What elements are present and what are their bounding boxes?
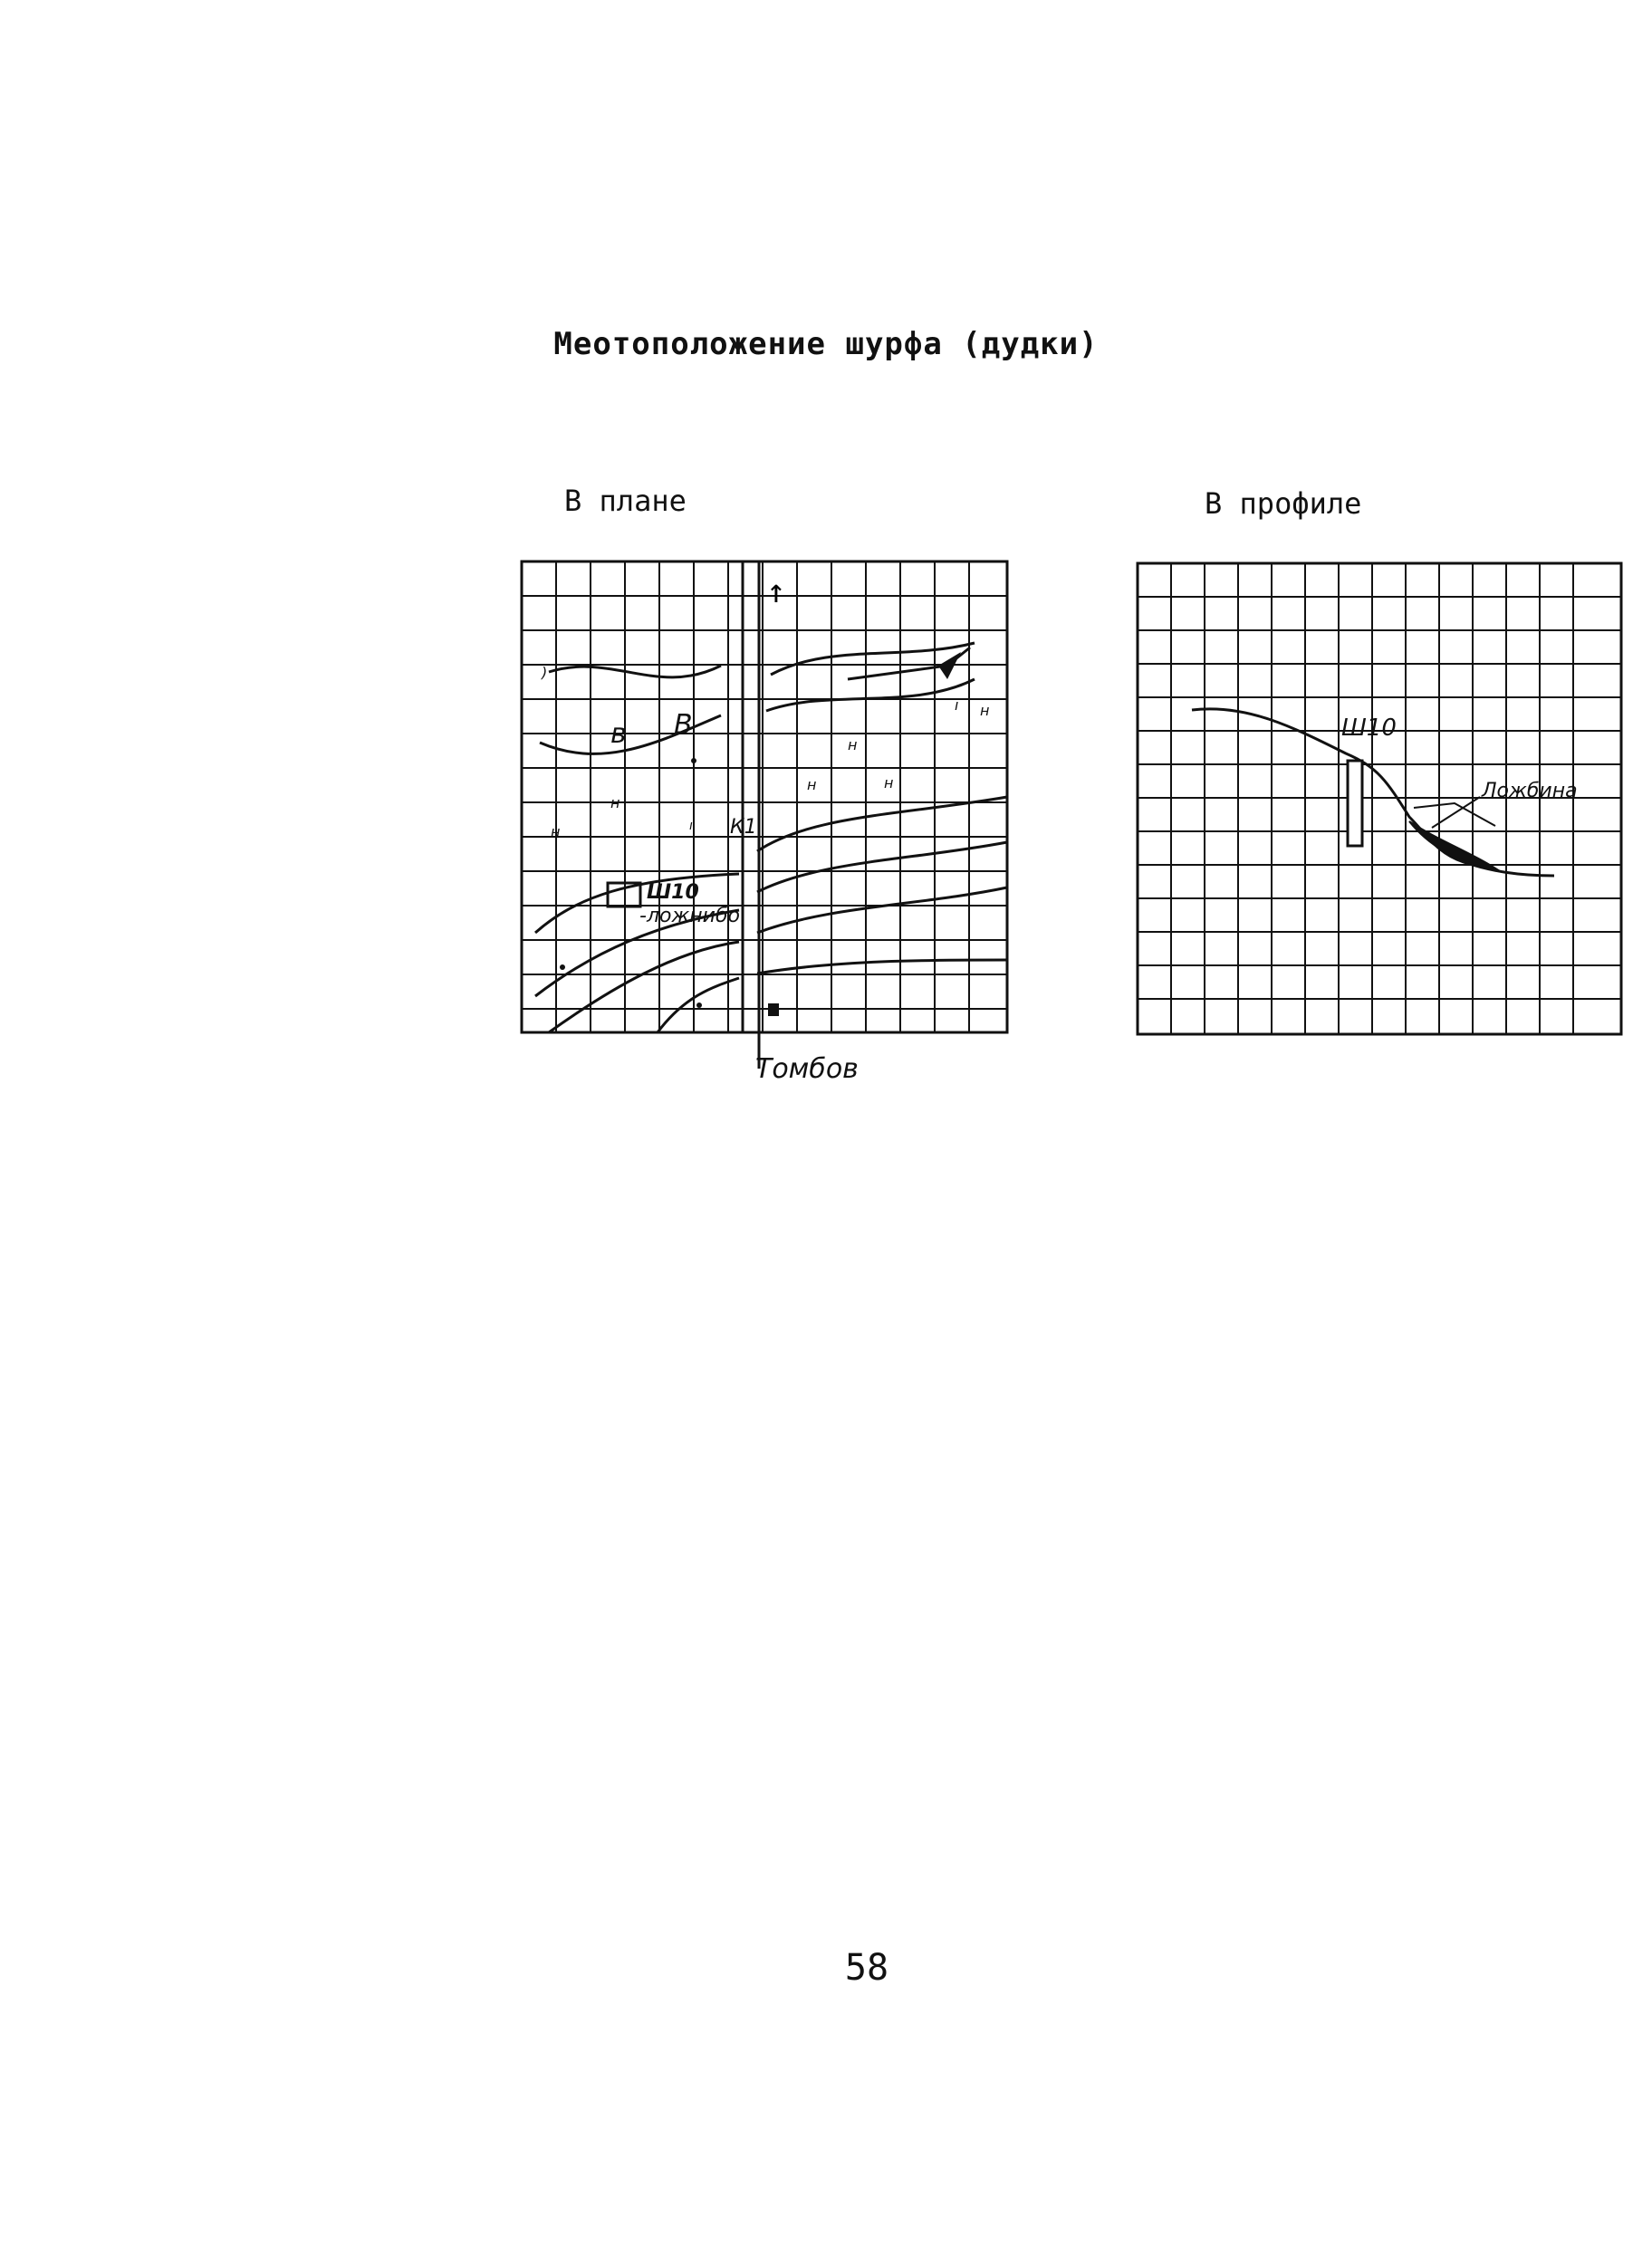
profile-sketch-drawing [1138,563,1621,1036]
plan-sketch [522,561,1007,1085]
plan-shaft-label: Ш10 [647,881,699,904]
svg-text:н: н [807,776,817,793]
svg-text:н: н [980,702,990,719]
svg-text:ı: ı [689,819,693,833]
page-title: Меотоположение шурфа (дудки) [553,326,1099,362]
page-number: 58 [844,1947,889,1989]
profile-shaft [1348,761,1362,846]
plan-sketch-drawing [522,561,1007,1085]
ravine-fill [1409,821,1500,871]
profile-ravine-label: Ложбина [1482,780,1578,802]
svg-text:ı: ı [955,696,959,714]
caption-plan: В плане [564,484,687,518]
svg-text:н: н [551,823,561,840]
road-lines [743,561,759,1069]
plan-letter-b1: в [610,718,627,750]
plan-grid [522,561,1007,1032]
svg-text:н: н [610,794,620,811]
svg-text:): ) [542,664,548,681]
ravine-outline [1414,803,1495,826]
profile-sketch [1138,563,1621,1036]
plan-letter-b2: В [674,709,693,741]
plan-k-label: К1 [730,816,757,839]
profile-shaft-label: Ш10 [1341,715,1397,742]
plan-ravine-label: -ложнибо [639,905,740,927]
caption-profile: В профиле [1205,486,1362,521]
svg-text:н: н [884,774,894,791]
north-arrow-icon: ↑ [766,573,786,610]
svg-text:н: н [848,736,858,753]
plan-city-label: Томбов [755,1053,859,1085]
